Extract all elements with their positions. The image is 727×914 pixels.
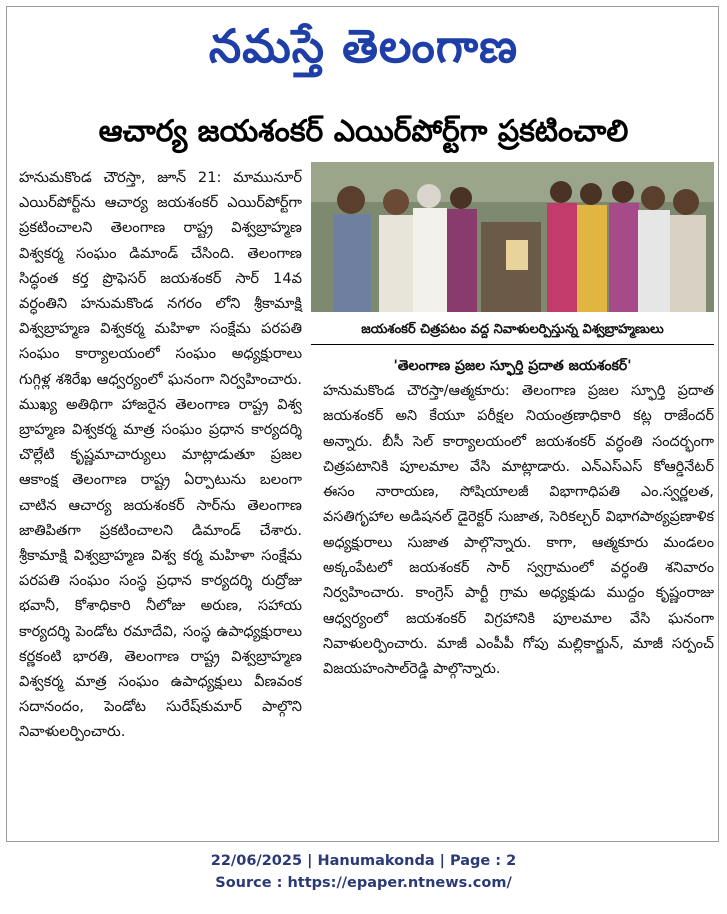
article-left-body: హనుమకొండ చౌరస్తా, జూన్ 21: మామునూర్ ఎయిర్‌పోర్ట్‌ను ఆచార్య జయశంకర్ ఎయిర్‌పోర్ట్‌గా ప్రకటించాలని తెలంగాణ రాష్ట్ర విశ్వబ్రాహ్మణ విశ్వకర్మ సంఘం డిమాండ్ చేసింది. తెలంగాణ సిద్ధంత కర్త ప్రొఫెసర్ జయశంకర్ సార్ 14వ వర్ధంతిని హనుమకొండ నగరం లోని శ్రీకామాక్షి విశ్వబ్రాహ్మణ విశ్వకర్మ మహిళా సంక్షేమ పరపతి సంఘం కార్యాలయంలో సంఘం అధ్యక్షురాలు గుగ్గిళ్ల శశిరేఖ ఆధ్వర్యంలో ఘనంగా నిర్వహించారు. ముఖ్య అతిథిగా హాజరైన తెలంగాణ రాష్ట్ర విశ్వ బ్రాహ్మణ విశ్వకర్మ మాత్ర సంఘం ప్రధాన కార్యదర్శి చొల్లేటి కృష్ణమాచార్యులు మాట్లాడుతూ ప్రజల ఆకాంక్ష తెలంగాణ రాష్ట్ర ఏర్పాటును బలంగా చాటిన ఆచార్య జయశంకర్ సార్‌ను తెలంగాణ జాతిపితగా ప్రకటించాలని డిమాండ్ చేశారు. శ్రీకామాక్షి విశ్వబ్రాహ్మణ విశ్వ కర్మ మహిళా సంక్షేమ పరపతి సంఘం సంస్థ ప్రధాన కార్యదర్శి రుద్రోజు భవానీ, కోశాధికారి నీలోజు అరుణ, సహాయ కార్యదర్శి పెండోట రమాదేవి, సంస్థ ఉపాధ్యక్షురాలు కర్ణకంటి భారతి, తెలంగాణ రాష్ట్ర విశ్వబ్రాహ్మణ విశ్వకర్మ మాత్ర సంఘం ఉపాధ్యక్షులు వీణవంక సదానందం, పెండోట సురేష్‌కుమార్ పాల్గొని నివాళులర్పించారు.: [19, 169, 302, 741]
article-left-column: [19, 165, 302, 745]
article-headline: ఆచార్య జయశంకర్ ఎయిర్‌పోర్ట్‌గా ప్రకటించాలి: [98, 114, 629, 149]
footer-date-line: 22/06/2025 | Hanumakonda | Page : 2: [210, 853, 517, 869]
photo-caption: జయశంకర్ చిత్రపటం వద్ద నివాళులర్పిస్తున్న విశ్వబ్రాహ్మణులు: [311, 316, 714, 345]
masthead-title: నమస్తే తెలంగాణ: [208, 19, 519, 73]
article-right-column: [323, 379, 714, 683]
article-photo: [311, 162, 714, 312]
source-footer: [0, 850, 727, 894]
article-subheading: 'తెలంగాణ ప్రజల స్ఫూర్తి ప్రదాత జయశంకర్': [393, 358, 632, 374]
newspaper-clipping: [6, 6, 719, 842]
group-photo-illustration: [311, 162, 714, 312]
article-right-body: హనుమకొండ చౌరస్తా/ఆత్మకూరు: తెలంగాణ ప్రజల స్ఫూర్తి ప్రదాత జయశంకర్ అని కేయూ పరీక్షల నియంత్రణాధికారి కట్ల రాజేందర్ అన్నారు. బీసీ సెల్ కార్యాలయంలో జయశంకర్ వర్ధంతి సందర్భంగా చిత్రపటానికి పూలమాల వేసి మాట్లాడారు. ఎన్‌ఎస్‌ఎస్ కోఆర్డినేటర్ ఈసం నారాయణ, సోషియాలజీ విభాగాధిపతి ఎం.స్వర్ణలత, వసతిగృహాల అడిషనల్ డైరెక్టర్ సుజాత, సెరికల్చర్ విభాగపాఠ్యప్రణాళిక అధ్యక్షురాలు సుజాత పాల్గొన్నారు. కాగా, ఆత్మకూరు మండలం అక్కంపేటలో జయశంకర్ సార్ స్వగ్రామంలో వర్ధంతి శనివారం నిర్వహించారు. కాంగ్రెస్ పార్టీ గ్రామ అధ్యక్షుడు ముద్దం కృష్ణంరాజు ఆధ్వర్యంలో జయశంకర్ విగ్రహానికి పూలమాల వేసి ఘనంగా నివాళులర్పించారు. మాజీ ఎంపీపీ గోపు మల్లికార్జున్, మాజీ సర్పంచ్ విజయహంసాల్‌రెడ్డి పాల్గొన్నారు.: [323, 383, 714, 678]
footer-source-line: Source : https://epaper.ntnews.com/: [215, 875, 512, 891]
